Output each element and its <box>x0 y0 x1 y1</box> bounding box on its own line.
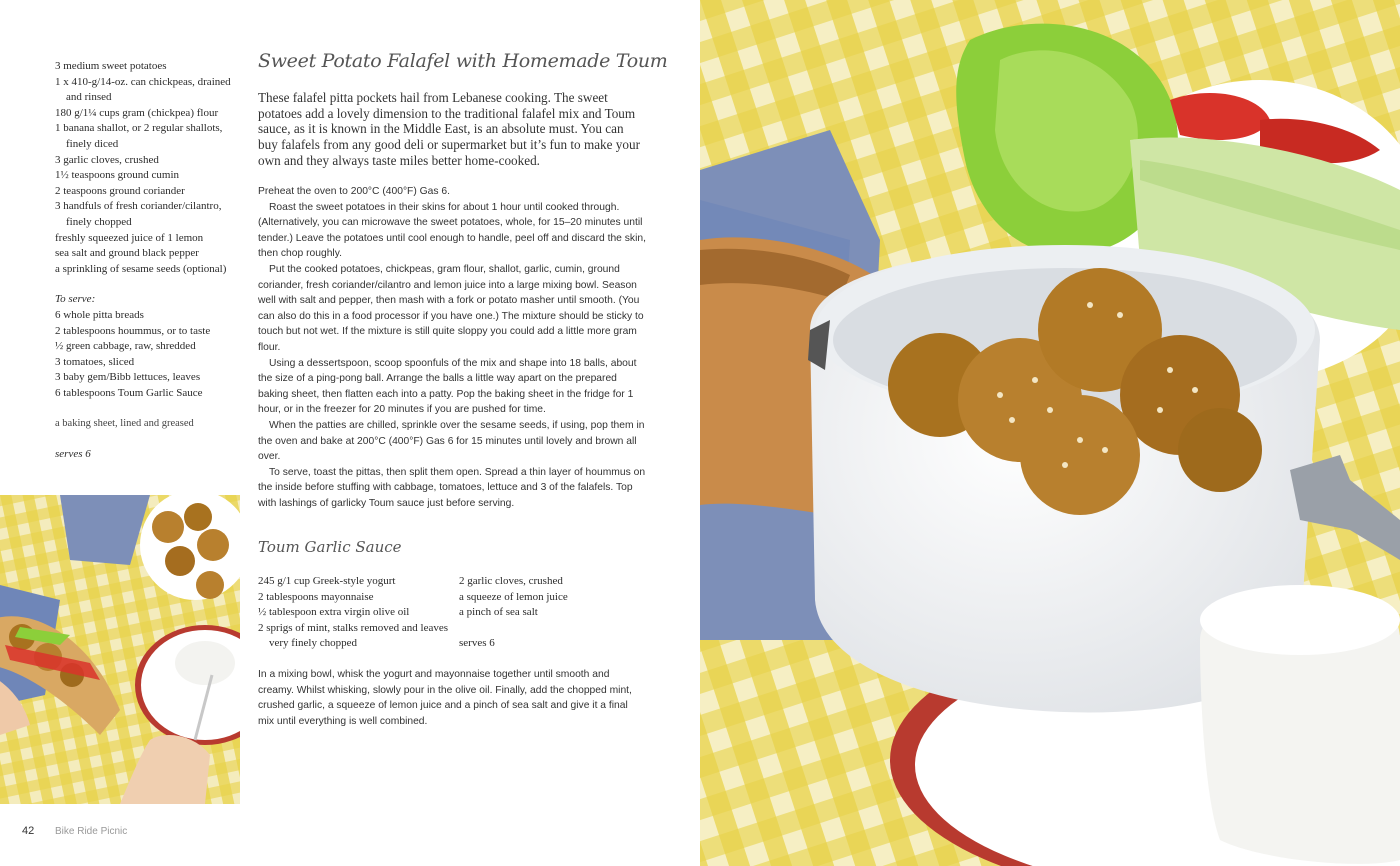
recipe-intro: These falafel pitta pockets hail from Lebanese cooking. The sweet potatoes add a lovely dimension to the traditional falafel mix and Toum sauce, as it is known in the Middle East, is an absolute must. You can buy falafels from any good deli or supermarket but it’s fun to make your own and they always taste miles better home-cooked. <box>258 90 640 168</box>
to-serve-item: 3 tomatoes, sliced <box>55 355 135 368</box>
sauce-ingredient: 2 garlic cloves, crushed <box>459 575 563 587</box>
ingredient-item: 2 teaspoons ground coriander <box>55 184 185 197</box>
to-serve-heading: To serve: <box>55 293 96 306</box>
sauce-method: In a mixing bowl, whisk the yogurt and mayonnaise together until smooth and creamy. Whilst whisking, slowly pour in the olive oil. Finally, add the chopped mint, crushed garlic, a squeeze of lemon juice and a pinch of sea salt and give it a final mix until everything is well combined. <box>258 669 632 727</box>
method-paragraph: When the patties are chilled, sprinkle over the sesame seeds, if using, pop them in the oven and bake at 200°C (400°F) Gas 6 for 15 minutes until lovely and brown all over. <box>258 419 645 463</box>
method-paragraph: Roast the sweet potatoes in their skins for about 1 hour until cooked through. (Alternatively, you can microwave the sweet potatoes, whole, for 15–20 minutes until tender.) Leave the potatoes until cool enough to handle, peel off and discard the skin, then chop roughly. <box>258 201 646 260</box>
recipe-method <box>258 184 646 511</box>
running-head: Bike Ride Picnic <box>55 826 128 837</box>
sauce-ingredients-col-1 <box>258 574 453 652</box>
ingredient-list <box>55 59 245 463</box>
ingredient-item: 180 g/1¼ cups gram (chickpea) flour <box>55 106 219 119</box>
ingredient-item: a sprinkling of sesame seeds (optional) <box>55 262 227 275</box>
to-serve-item: ½ green cabbage, raw, shredded <box>55 340 196 353</box>
ingredient-item: 1½ teaspoons ground cumin <box>55 169 180 182</box>
equipment-note: a baking sheet, lined and greased <box>55 418 194 430</box>
ingredient-item: 1 banana shallot, or 2 regular shallots, finely diced <box>55 122 223 150</box>
sauce-ingredient: a squeeze of lemon juice <box>459 590 568 603</box>
ingredient-item: 3 garlic cloves, crushed <box>55 153 159 166</box>
page-number: 42 <box>22 825 35 837</box>
method-paragraph: To serve, toast the pittas, then split them open. Spread a thin layer of hoummus on the inside before stuffing with cabbage, tomatoes, lettuce and 3 of the falafels. Top with lashings of garlicky Toum sauce just before serving. <box>258 466 646 509</box>
to-serve-item: 6 whole pitta breads <box>55 308 144 321</box>
sauce-ingredient: 245 g/1 cup Greek-style yogurt <box>258 575 396 587</box>
ingredient-item: sea salt and ground black pepper <box>55 247 199 260</box>
method-paragraph: Put the cooked potatoes, chickpeas, gram flour, shallot, garlic, cumin, ground coriander, fresh coriander/cilantro and lemon juice into a large mixing bowl. Season well with salt and pepper, then mash with a fork or potato masher until smooth. (You can also do this in a food processor if you have one.) The mixture should be sticky to touch but not wet. If the mixture is still quite sloppy you could add a little more gram flour. <box>258 263 644 353</box>
method-paragraph: Preheat the oven to 200°C (400°F) Gas 6. <box>258 186 450 197</box>
ingredient-item: 3 handfuls of fresh coriander/cilantro, finely chopped <box>55 200 222 228</box>
sauce-ingredients-col-2 <box>459 574 639 652</box>
method-paragraph: Using a dessertspoon, scoop spoonfuls of the mix and shape into 18 balls, about the size of a ping-pong ball. Arrange the balls a little way apart on the prepared baking sheet, then flatten each into a patty. Pop the baking sheet in the fridge for 1 hour, or in the freezer for 20 minutes if you are pushed for time. <box>258 357 637 416</box>
pitta-photo <box>0 495 240 804</box>
sauce-ingredient: ½ tablespoon extra virgin olive oil <box>258 606 410 619</box>
ingredient-item: 1 x 410-g/14-oz. can chickpeas, drained and rinsed <box>55 75 231 104</box>
serves-note: serves 6 <box>55 448 91 461</box>
to-serve-item: 3 baby gem/Bibb lettuces, leaves <box>55 371 201 384</box>
to-serve-item: 2 tablespoons hoummus, or to taste <box>55 324 211 337</box>
sauce-ingredient: a pinch of sea salt <box>459 606 538 619</box>
sauce-ingredient: 2 tablespoons mayonnaise <box>258 590 374 603</box>
falafel-photo <box>700 0 1400 866</box>
ingredient-item: freshly squeezed juice of 1 lemon <box>55 231 204 244</box>
to-serve-item: 6 tablespoons Toum Garlic Sauce <box>55 386 203 399</box>
sauce-ingredient: 2 sprigs of mint, stalks removed and leaves very finely chopped <box>258 621 449 650</box>
sauce-serves: serves 6 <box>459 637 495 650</box>
recipe-title: Sweet Potato Falafel with Homemade Toum <box>258 50 668 72</box>
sauce-title: Toum Garlic Sauce <box>258 538 402 556</box>
ingredient-item: 3 medium sweet potatoes <box>55 60 167 72</box>
